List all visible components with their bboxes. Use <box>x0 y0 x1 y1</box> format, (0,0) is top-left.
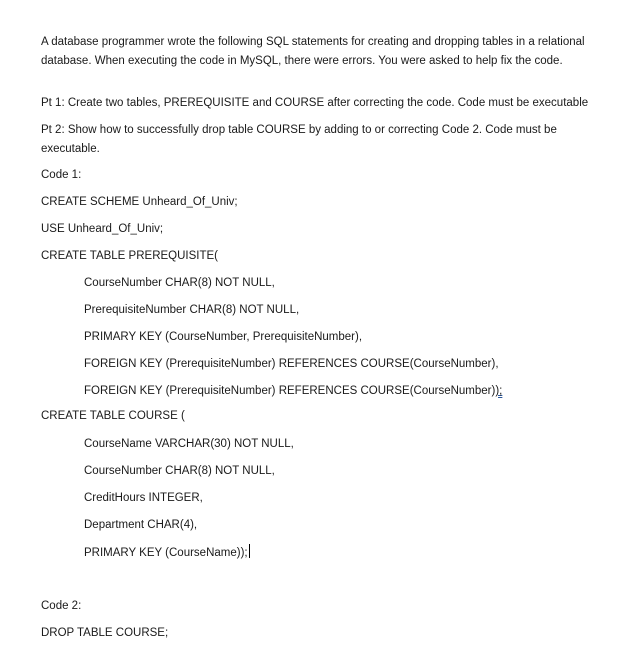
course-name-line: CourseName VARCHAR(30) NOT NULL, <box>84 438 294 450</box>
code-1-heading: Code 1: <box>41 169 82 181</box>
intro-paragraph: A database programmer wrote the following SQL statements for creating and dropping tables in a relational database. When executing the code in MySQL, there were errors. You were asked to help fix the code. <box>41 36 585 67</box>
create-scheme-line: CREATE SCHEME Unheard_Of_Univ; <box>41 196 238 208</box>
prereq-foreign-key-duplicate-line <box>84 383 502 399</box>
prereq-prerequisite-number-line: PrerequisiteNumber CHAR(8) NOT NULL, <box>84 304 300 316</box>
code-2-heading: Code 2: <box>41 600 82 612</box>
prereq-course-number-line: CourseNumber CHAR(8) NOT NULL, <box>84 277 275 289</box>
part-1-instruction: Pt 1: Create two tables, PREREQUISITE and COURSE after correcting the code. Code must be executable <box>41 97 589 109</box>
part-2-instruction: Pt 2: Show how to successfully drop table COURSE by adding to or correcting Code 2. Code must be executable. <box>41 124 557 155</box>
use-line: USE Unheard_Of_Univ; <box>41 223 164 235</box>
course-number-line: CourseNumber CHAR(8) NOT NULL, <box>84 465 275 477</box>
create-course-line: CREATE TABLE COURSE ( <box>41 410 185 422</box>
grammar-flag: )); <box>491 385 503 397</box>
prereq-primary-key-line: PRIMARY KEY (CourseNumber, PrerequisiteNumber), <box>84 331 363 343</box>
department-line: Department CHAR(4), <box>84 519 198 531</box>
drop-table-line: DROP TABLE COURSE; <box>41 627 169 639</box>
course-primary-key-line <box>84 544 250 561</box>
credit-hours-line: CreditHours INTEGER, <box>84 492 203 504</box>
course-primary-key-text: PRIMARY KEY (CourseName)); <box>84 547 248 559</box>
text-cursor <box>249 544 250 558</box>
create-prerequisite-line: CREATE TABLE PREREQUISITE( <box>41 250 219 262</box>
prereq-foreign-key-line: FOREIGN KEY (PrerequisiteNumber) REFERENCES COURSE(CourseNumber), <box>84 358 499 370</box>
prereq-foreign-key-duplicate-text: FOREIGN KEY (PrerequisiteNumber) REFERENCES COURSE(CourseNumber <box>84 385 492 397</box>
